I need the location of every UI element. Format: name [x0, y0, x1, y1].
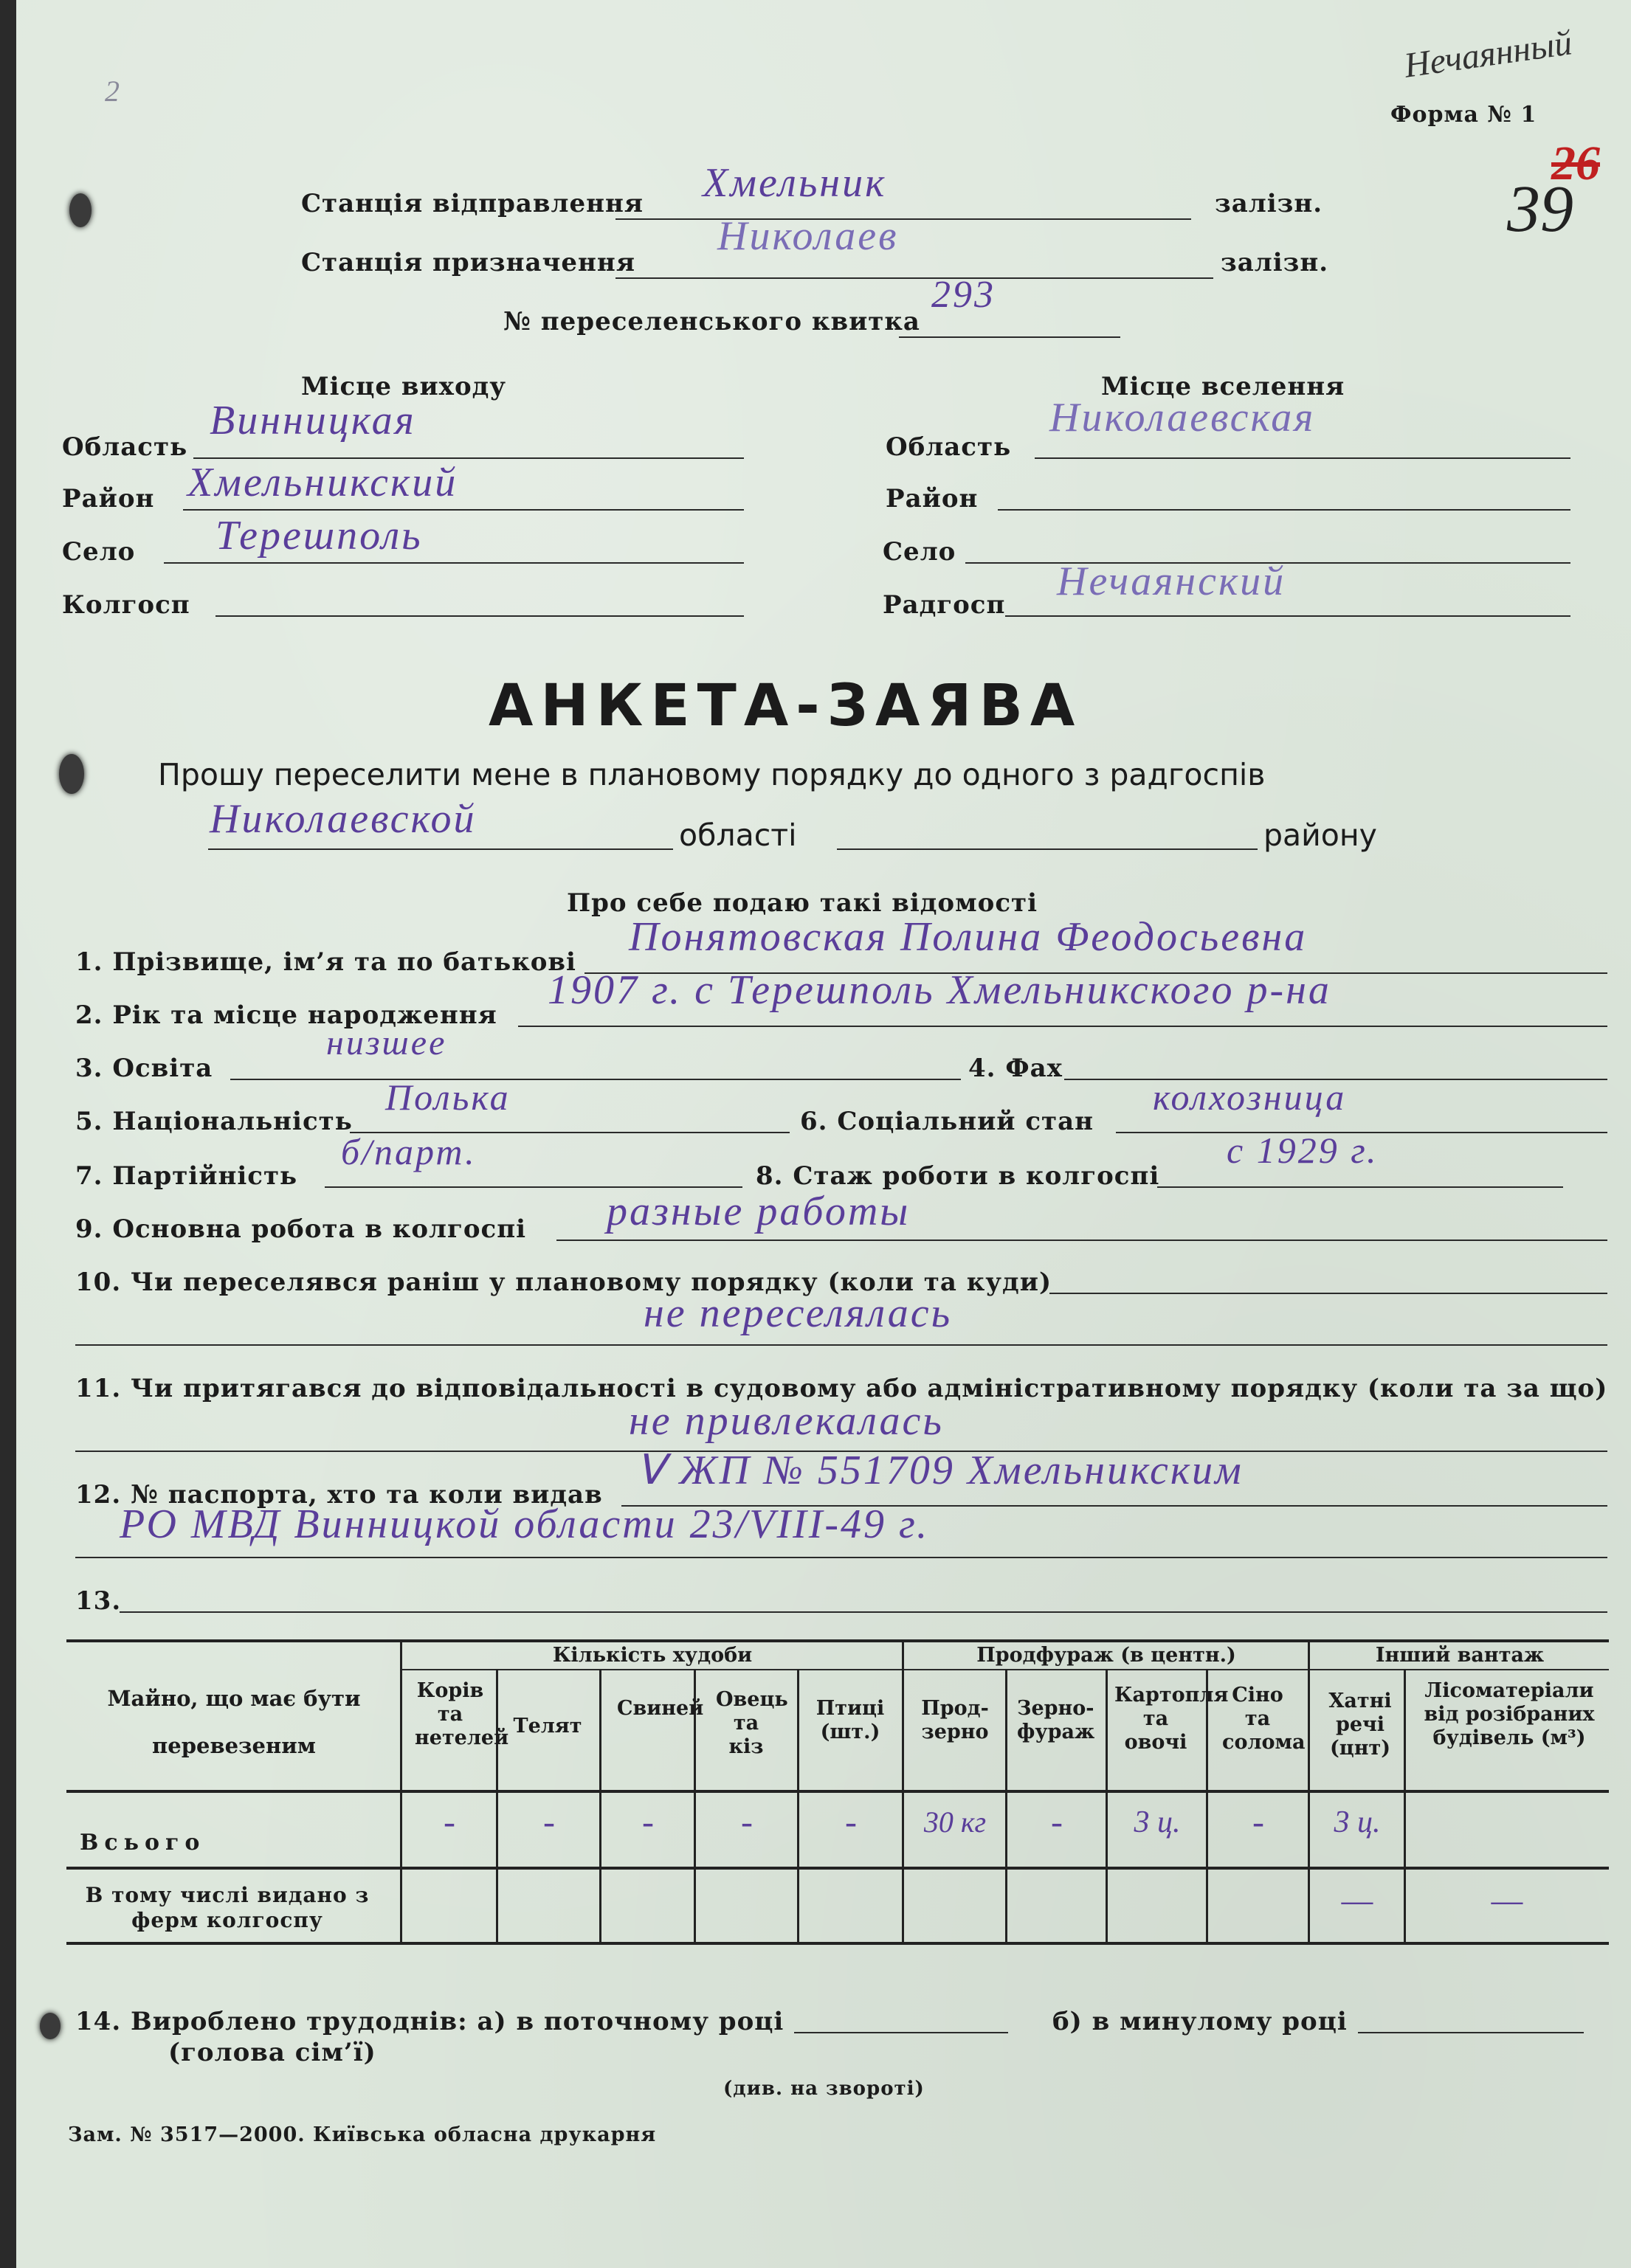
col-potatoes: Картопля та овочі [1114, 1684, 1229, 1754]
see-back-note: (див. на звороті) [723, 2078, 925, 2100]
destination-header: Місце вселення [1101, 372, 1345, 401]
total-potatoes: 3 ц. [1134, 1805, 1181, 1839]
col-calves: Телят [513, 1715, 582, 1738]
archive-corner-mark: 2 [105, 75, 120, 108]
form-number: Форма № 1 [1390, 102, 1537, 128]
q8-value: с 1929 г. [1227, 1130, 1379, 1171]
q10-value: не переселялась [644, 1290, 953, 1336]
q12-label: 12. № паспорта, хто та коли видав [75, 1480, 603, 1510]
q8-label: 8. Стаж роботи в колгоспі [756, 1161, 1160, 1191]
origin-oblast-value: Винницкая [210, 398, 416, 443]
q7-value: б/парт. [341, 1131, 477, 1172]
destination-selo-label: Село [883, 537, 956, 567]
destination-radhosp-label: Радгосп [883, 590, 1006, 620]
origin-raion-value: Хмельникский [187, 460, 458, 505]
total-cows: - [444, 1802, 455, 1842]
departure-station-value: Хмельник [703, 160, 887, 206]
request-oblast-value: Николаевской [210, 796, 477, 842]
col-fodder-grain: Зерно-фураж [1017, 1697, 1095, 1743]
arrival-station-label: Станція призначення [301, 248, 635, 277]
table-group-livestock: Кількість худоби [552, 1644, 753, 1667]
origin-selo-value: Терешполь [215, 513, 423, 559]
q13-label: 13. [75, 1586, 122, 1616]
col-timber: Лісоматеріали від розібраних будівель (м³) [1424, 1679, 1595, 1749]
arrival-rail-suffix: залізн. [1221, 248, 1329, 277]
total-pigs: - [642, 1802, 654, 1842]
total-food-grain: 30 кг [923, 1805, 987, 1839]
q5-label: 5. Національність [75, 1107, 353, 1136]
request-line: Прошу переселити мене в плановому порядку до одного з радгоспів [158, 757, 1266, 792]
q1-value: Понятовская Полина Феодосьевна [629, 914, 1308, 960]
col-hay-straw: Сіно та солома [1222, 1684, 1306, 1754]
farm-timber: — [1491, 1881, 1523, 1920]
origin-kolhosp-label: Колгосп [62, 590, 190, 620]
total-sheep: - [741, 1802, 753, 1842]
col-household: Хатні речі (цнт) [1328, 1690, 1392, 1760]
total-poultry: - [845, 1802, 857, 1842]
q6-label: 6. Соціальний стан [800, 1107, 1094, 1136]
punch-hole-top [69, 193, 92, 227]
q11-value: не привлекалась [629, 1398, 944, 1444]
about-heading: Про себе подаю такі відомості [567, 888, 1038, 918]
destination-oblast-label: Область [886, 432, 1012, 462]
printer-imprint: Зам. № 3517—2000. Київська обласна друкарня [68, 2123, 657, 2146]
row-farm-label: В тому числі видано з ферм колгоспу [85, 1883, 370, 1932]
origin-raion-label: Район [62, 484, 155, 514]
crossed-archive-number: 26 [1551, 136, 1600, 190]
col-food-grain: Прод-зерно [921, 1697, 989, 1743]
q9-value: разные работы [607, 1189, 911, 1234]
row-total-label: Всього [80, 1830, 206, 1856]
q14-label: 14. Вироблено трудоднів: а) в поточному році [75, 2007, 785, 2036]
punch-hole-middle [59, 754, 84, 794]
q10-label: 10. Чи переселявся раніш у плановому порядку (коли та куди) [75, 1268, 1052, 1297]
q5-value: Полька [385, 1076, 511, 1118]
punch-hole-bottom [40, 2013, 61, 2039]
destination-oblast-value: Николаевская [1049, 395, 1316, 440]
q14-b-label: б) в минулому році [1052, 2007, 1348, 2036]
archive-name-mark: Нечаянный [1401, 23, 1575, 86]
q3-label: 3. Освіта [75, 1054, 213, 1083]
table-group-other: Інший вантаж [1375, 1644, 1545, 1667]
q2-value: 1907 г. с Терешполь Хмельникского р-на [548, 967, 1331, 1013]
ticket-number-label: № переселенського квитка [503, 307, 920, 336]
table-group-forage: Продфураж (в центн.) [976, 1644, 1236, 1667]
q11-label: 11. Чи притягався до відповідальності в судовому або адміністративному порядку (коли та за що) [75, 1374, 1608, 1403]
col-cows: Корів та нетелей [415, 1679, 509, 1749]
origin-selo-label: Село [62, 537, 136, 567]
origin-oblast-label: Область [62, 432, 188, 462]
q12-value-line1: Ⅴ ЖП № 551709 Хмельникским [636, 1448, 1244, 1493]
form-sheet [16, 0, 1631, 2268]
arrival-station-value: Николаев [717, 213, 899, 259]
q14-sub: (голова сім’ї) [168, 2038, 376, 2067]
q12-value-line2: РО МВД Винницкой области 23/VIII-49 г. [120, 1501, 930, 1547]
departure-rail-suffix: залізн. [1215, 189, 1323, 218]
request-raion-label: району [1263, 817, 1377, 853]
farm-household: — [1341, 1881, 1373, 1920]
col-pigs: Свиней [617, 1697, 704, 1720]
destination-radhosp-value: Нечаянский [1057, 559, 1286, 604]
q4-label: 4. Фах [968, 1054, 1063, 1083]
folio-number: 39 [1507, 173, 1573, 246]
ticket-number-value: 293 [931, 274, 996, 316]
q2-label: 2. Рік та місце народження [75, 1000, 497, 1030]
q7-label: 7. Партійність [75, 1161, 298, 1191]
origin-header: Місце виходу [301, 372, 507, 401]
table-header-property: Майно, що має бути перевезеним [107, 1686, 361, 1758]
departure-station-label: Станція відправлення [301, 189, 644, 218]
destination-raion-label: Район [886, 484, 979, 514]
form-title: АНКЕТА-ЗАЯВА [489, 673, 1083, 739]
request-oblast-label: області [679, 817, 797, 853]
total-calves: - [543, 1802, 555, 1842]
q3-value: низшее [326, 1023, 447, 1062]
total-household: 3 ц. [1334, 1805, 1381, 1839]
total-fodder: - [1051, 1802, 1063, 1842]
q9-label: 9. Основна робота в колгоспі [75, 1214, 527, 1244]
col-poultry: Птиці (шт.) [816, 1697, 885, 1743]
q1-label: 1. Прізвище, ім’я та по батькові [75, 947, 576, 977]
col-sheep-goats: Овець та кіз [716, 1688, 788, 1758]
q6-value: колхозница [1153, 1076, 1347, 1118]
total-hay: - [1252, 1802, 1264, 1842]
